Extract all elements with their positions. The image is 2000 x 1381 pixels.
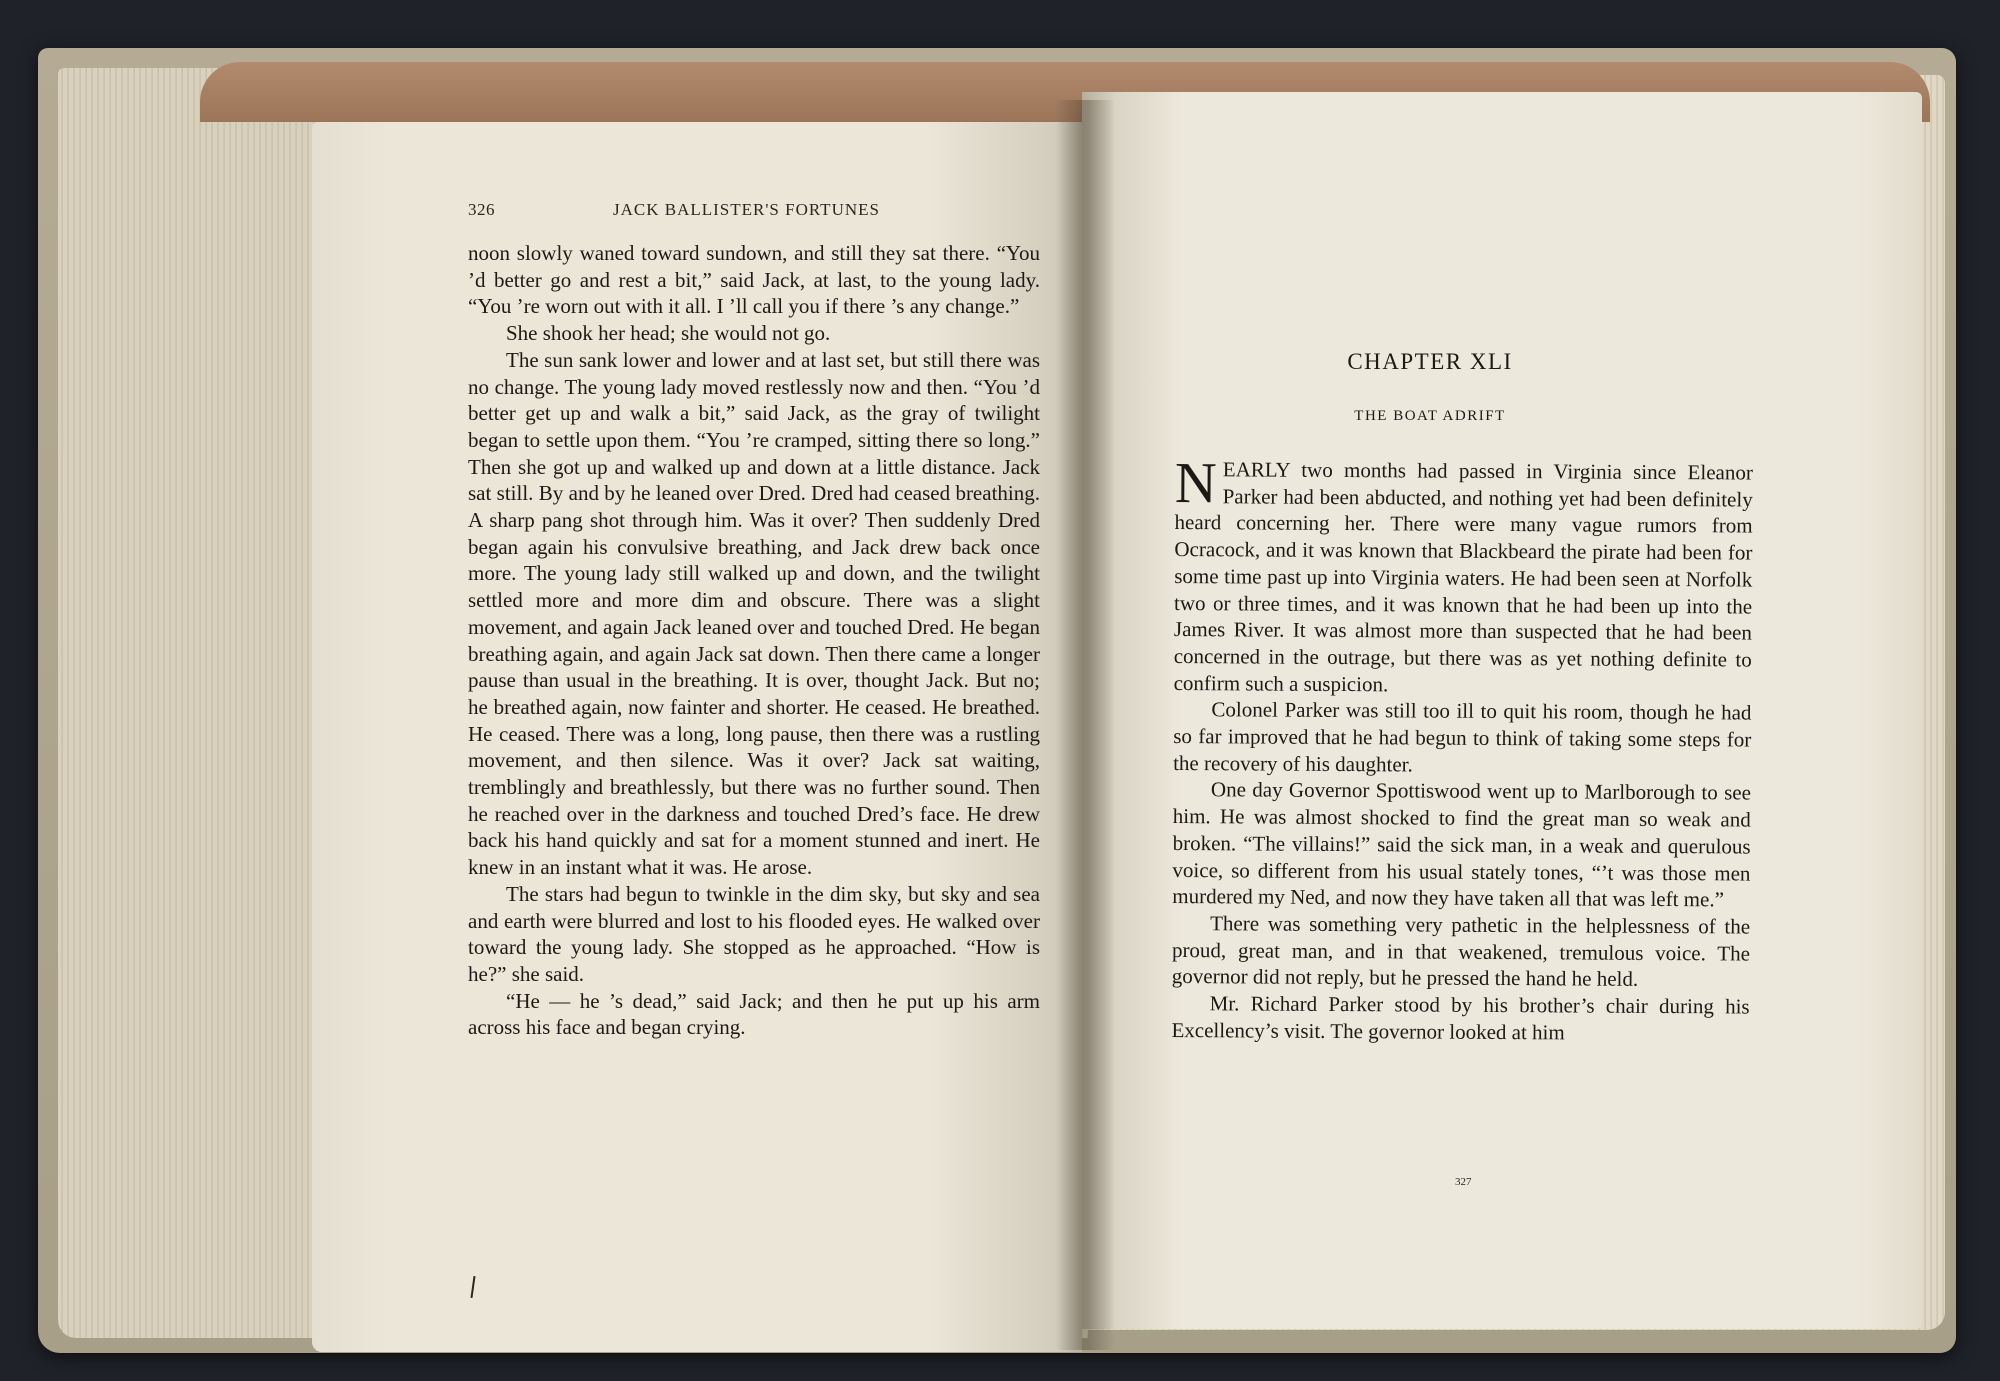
paragraph-text: EARLY two months had passed in Virginia since Eleanor Parker had been abducted, and nothing yet had been definitely heard concerning her. There were many vague rumors from Ocracock, and it was known that Blackbeard the pirate had been for some time past up into Virginia waters. He had been seen at Norfolk two or three times, and it was known that he had been up into the James River. It was almost more than suspected that he had been concerned in the outrage, but there was as yet nothing definite to confirm such a suspicion.	[1173, 457, 1753, 696]
paragraph: noon slowly waned toward sundown, and still they sat there. “You ’d better go and rest a bit,” said Jack, at last, to the young lady. “You ’re worn out with it all. I ’ll call you if there ’s any change.”	[468, 241, 1040, 319]
paragraph: There was something very pathetic in the helplessness of the proud, great man, and in that weakened, tremulous voice. The governor did not reply, but he pressed the hand he held.	[1171, 911, 1751, 992]
left-page-text	[468, 240, 1040, 1041]
paragraph: One day Governor Spottiswood went up to Marlborough to see him. He was almost shocked to find the great man so weak and broken. “The villains!” said the sick man, in a weak and querulous voice, so different from his usual stately tones, “’t was those men murdered my Ned, and now they have taken all that was left me.”	[1172, 777, 1752, 912]
paragraph	[1173, 450, 1753, 700]
running-head-title: JACK BALLISTER'S FORTUNES	[613, 200, 880, 219]
paragraph: “He — he ’s dead,” said Jack; and then he put up his arm across his face and began crying.	[468, 988, 1040, 1040]
paragraph: Colonel Parker was still too ill to quit his room, though he had so far improved that he had begun to think of taking some steps for the recovery of his daughter.	[1173, 697, 1752, 777]
paragraph: The stars had begun to twinkle in the dim sky, but sky and sea and earth were blurred and lost to his flooded eyes. He walked over toward the young lady. She stopped as he approached. “How is he?” she said.	[468, 881, 1040, 986]
paragraph: She shook her head; she would not go.	[506, 321, 831, 346]
right-page-folio: 327	[1455, 1176, 1472, 1188]
left-page-number: 326	[468, 200, 495, 219]
paragraph: Mr. Richard Parker stood by his brother’s chair during his Excellency’s visit. The governor looked at him	[1171, 991, 1750, 1045]
gutter-shadow	[1055, 100, 1115, 1350]
paragraph: The sun sank lower and lower and at last set, but still there was no change. The young lady moved restlessly now and then. “You ’d better get up and walk a bit,” said Jack, as the gray of twilight began to settle upon them. “You ’re cramped, sitting there so long.” Then she got up and walked up and down at a little distance. Jack sat still. By and by he leaned over Dred. Dred had ceased breathing. A sharp pang shot through him. Was it over? Then suddenly Dred began again his convulsive breathing, and Jack drew back once more. The young lady still walked up and down, and the twilight settled more and more dim and obscure. There was a slight movement, and again Jack leaned over and touched Dred. He began breathing again, and again Jack sat down. Then there came a longer pause than usual in the breathing. It is over, thought Jack. But no; he breathed again, now fainter and shorter. He ceased. He breathed. He ceased. There was a long, long pause, then there was a rustling movement, and then silence. Was it over? Jack sat waiting, tremblingly and breathlessly, but there was no further sound. Then he reached over in the darkness and touched Dred’s face. He drew back his hand quickly and sat for a moment stunned and inert. He knew in an instant what it was. He arose.	[468, 347, 1040, 880]
chapter-number: CHAPTER XLI	[1347, 349, 1513, 374]
drop-cap: N	[1174, 450, 1217, 516]
chapter-title: THE BOAT ADRIFT	[1354, 408, 1506, 424]
right-page-text	[1171, 450, 1753, 1047]
